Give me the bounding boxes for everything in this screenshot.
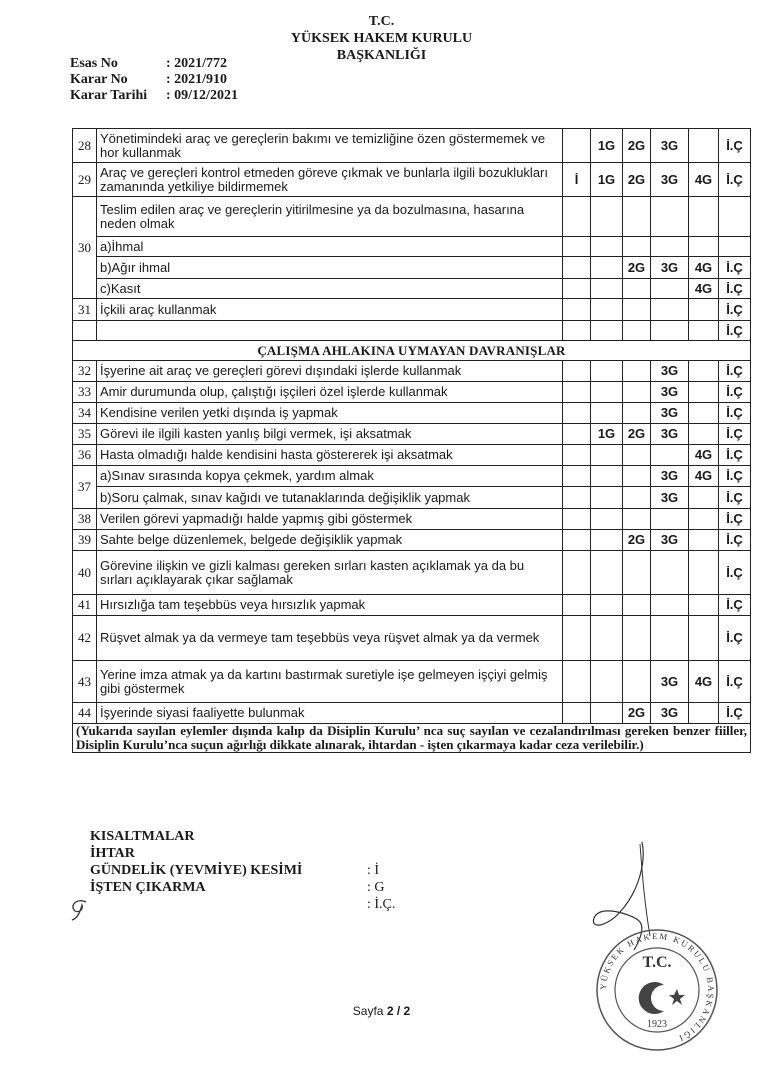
penalty-cell: 2G <box>623 129 651 163</box>
penalty-cell <box>563 530 591 551</box>
table-row <box>73 595 751 616</box>
row-description: Hırsızlığa tam teşebbüs veya hırsızlık yapmak <box>97 595 563 616</box>
penalty-cell <box>651 551 689 595</box>
table-row <box>73 509 751 530</box>
penalty-cell: 2G <box>623 163 651 197</box>
penalty-cell: İ.Ç <box>719 703 751 724</box>
penalty-cell <box>563 661 591 703</box>
table-row <box>73 703 751 724</box>
penalty-cell <box>623 197 651 237</box>
penalty-cell: 4G <box>689 279 719 299</box>
penalty-cell: 3G <box>651 163 689 197</box>
penalty-cell: İ.Ç <box>719 616 751 661</box>
penalty-cell <box>623 382 651 403</box>
penalty-cell <box>563 445 591 466</box>
meta-label: Karar Tarihi <box>70 88 148 103</box>
penalty-cell <box>591 403 623 424</box>
penalty-cell <box>689 530 719 551</box>
penalty-cell <box>563 595 591 616</box>
section-row <box>73 341 751 361</box>
penalty-cell: 3G <box>651 703 689 724</box>
penalty-cell: İ.Ç <box>719 361 751 382</box>
penalty-cell <box>563 403 591 424</box>
penalty-cell <box>591 703 623 724</box>
row-description: Amir durumunda olup, çalıştığı işçileri özel işlerde kullanmak <box>97 382 563 403</box>
official-seal <box>592 925 722 1055</box>
penalty-cell: 4G <box>689 661 719 703</box>
penalty-cell: İ <box>563 163 591 197</box>
abbreviation-key <box>90 896 367 913</box>
row-number-empty <box>73 321 97 341</box>
row-number: 36 <box>73 445 97 466</box>
penalty-cell <box>689 595 719 616</box>
row-description: Rüşvet almak ya da vermeye tam teşebbüs veya rüşvet almak ya da vermek <box>97 616 563 661</box>
table-row <box>73 129 751 163</box>
table-row <box>73 382 751 403</box>
row-description: b)Ağır ihmal <box>97 257 563 279</box>
meta-value: : 2021/910 <box>166 72 228 87</box>
penalty-cell: 4G <box>689 445 719 466</box>
penalty-cell: 3G <box>651 257 689 279</box>
penalty-cell <box>563 424 591 445</box>
penalty-cell: İ.Ç <box>719 279 751 299</box>
penalty-cell <box>591 237 623 257</box>
table-row <box>73 551 751 595</box>
penalty-cell: İ.Ç <box>719 163 751 197</box>
seal-year: 1923 <box>647 1019 667 1030</box>
table-row <box>73 361 751 382</box>
penalty-cell <box>591 661 623 703</box>
abbreviation-key: GÜNDELİK (YEVMİYE) KESİMİ <box>90 863 303 878</box>
row-number: 43 <box>73 661 97 703</box>
row-description: Yönetimindeki araç ve gereçlerin bakımı ve temizliğine özen göstermemek ve hor kullanmak <box>97 129 563 163</box>
row-description: Görevine ilişkin ve gizli kalması gereken sırları kasten açıklamak ya da bu sırları açıklayarak çıkar sağlamak <box>97 551 563 595</box>
penalty-cell <box>689 197 719 237</box>
penalty-cell <box>591 382 623 403</box>
table-row <box>73 237 751 257</box>
abbreviation-value: : İ <box>367 863 380 878</box>
meta-value: : 09/12/2021 <box>166 88 238 103</box>
penalty-cell: İ.Ç <box>719 445 751 466</box>
row-description: Kendisine verilen yetki dışında iş yapmak <box>97 403 563 424</box>
row-description: Yerine imza atmak ya da kartını bastırmak suretiyle işe gelmeyen işçiyi gelmiş gibi göstermek <box>97 661 563 703</box>
penalty-cell <box>591 257 623 279</box>
penalty-cell: 3G <box>651 403 689 424</box>
penalty-cell <box>563 466 591 487</box>
discipline-table <box>72 128 751 753</box>
row-description: İşyerine ait araç ve gereçleri görevi dışındaki işlerde kullanmak <box>97 361 563 382</box>
penalty-cell: İ.Ç <box>719 257 751 279</box>
penalty-cell <box>689 703 719 724</box>
abbreviation-value: : İ.Ç. <box>367 897 396 912</box>
penalty-cell <box>651 445 689 466</box>
row-description <box>97 321 563 341</box>
note-row <box>73 724 751 753</box>
abbreviation-row <box>90 879 395 896</box>
penalty-cell <box>623 279 651 299</box>
table-row <box>73 321 751 341</box>
row-description: Teslim edilen araç ve gereçlerin yitirilmesine ya da bozulmasına, hasarına neden olmak <box>97 197 563 237</box>
penalty-cell: İ.Ç <box>719 551 751 595</box>
penalty-cell: 2G <box>623 703 651 724</box>
table-row <box>73 445 751 466</box>
penalty-cell: 4G <box>689 466 719 487</box>
penalty-cell <box>651 197 689 237</box>
table-row <box>73 487 751 509</box>
penalty-cell <box>591 445 623 466</box>
penalty-cell: 4G <box>689 257 719 279</box>
penalty-cell: İ.Ç <box>719 403 751 424</box>
page-number: 2 / 2 <box>386 1004 411 1018</box>
penalty-cell <box>591 299 623 321</box>
penalty-cell <box>591 487 623 509</box>
table-row <box>73 197 751 237</box>
table-row <box>73 616 751 661</box>
meta-label: Esas No <box>70 56 118 71</box>
penalty-cell <box>689 551 719 595</box>
penalty-cell <box>623 445 651 466</box>
penalty-cell <box>591 530 623 551</box>
penalty-cell <box>689 487 719 509</box>
penalty-cell <box>689 237 719 257</box>
row-number: 38 <box>73 509 97 530</box>
penalty-cell <box>623 237 651 257</box>
row-number: 42 <box>73 616 97 661</box>
penalty-cell <box>623 551 651 595</box>
penalty-cell: 3G <box>651 661 689 703</box>
table-row <box>73 466 751 487</box>
penalty-cell <box>689 321 719 341</box>
penalty-cell <box>591 466 623 487</box>
penalty-cell: 4G <box>689 163 719 197</box>
penalty-cell: 3G <box>651 382 689 403</box>
penalty-cell <box>689 382 719 403</box>
meta-row <box>70 56 238 72</box>
row-number: 41 <box>73 595 97 616</box>
row-description: İçkili araç kullanmak <box>97 299 563 321</box>
penalty-cell <box>563 361 591 382</box>
penalty-cell <box>623 299 651 321</box>
penalty-cell <box>651 509 689 530</box>
penalty-cell: İ.Ç <box>719 129 751 163</box>
row-number: 40 <box>73 551 97 595</box>
header-institution: YÜKSEK HAKEM KURULU <box>290 31 473 46</box>
penalty-cell <box>591 616 623 661</box>
penalty-cell: 3G <box>651 530 689 551</box>
penalty-cell <box>623 509 651 530</box>
penalty-cell <box>591 509 623 530</box>
table-row <box>73 424 751 445</box>
row-description: Verilen görevi yapmadığı halde yapmış gibi göstermek <box>97 509 563 530</box>
row-description: a)Sınav sırasında kopya çekmek, yardım almak <box>97 466 563 487</box>
page-footer <box>0 1004 763 1018</box>
penalty-cell <box>563 487 591 509</box>
penalty-cell: İ.Ç <box>719 466 751 487</box>
abbreviations-title: KISALTMALAR <box>90 829 195 844</box>
penalty-cell: 2G <box>623 424 651 445</box>
penalty-cell <box>623 661 651 703</box>
penalty-cell <box>563 616 591 661</box>
penalty-cell <box>563 509 591 530</box>
penalty-cell: 2G <box>623 257 651 279</box>
penalty-cell <box>651 237 689 257</box>
handwritten-initial <box>64 896 94 924</box>
penalty-cell <box>719 237 751 257</box>
penalty-cell: İ.Ç <box>719 487 751 509</box>
table-row <box>73 661 751 703</box>
case-meta <box>70 56 238 104</box>
abbreviation-key: İŞTEN ÇIKARMA <box>90 880 206 895</box>
row-description: Hasta olmadığı halde kendisini hasta göstererek işi aksatmak <box>97 445 563 466</box>
penalty-cell: 2G <box>623 530 651 551</box>
abbreviation-value: : G <box>367 880 385 895</box>
penalty-cell <box>623 466 651 487</box>
penalty-cell <box>563 279 591 299</box>
penalty-cell: İ.Ç <box>719 661 751 703</box>
penalty-cell <box>623 361 651 382</box>
penalty-cell: 3G <box>651 361 689 382</box>
abbreviation-key: İHTAR <box>90 846 135 861</box>
penalty-cell <box>689 424 719 445</box>
row-number: 44 <box>73 703 97 724</box>
section-heading: ÇALIŞMA AHLAKINA UYMAYAN DAVRANIŞLAR <box>73 341 751 361</box>
row-number: 32 <box>73 361 97 382</box>
meta-row <box>70 72 238 88</box>
row-description: b)Soru çalmak, sınav kağıdı ve tutanaklarında değişiklik yapmak <box>97 487 563 509</box>
meta-row <box>70 88 238 104</box>
table-row <box>73 530 751 551</box>
penalty-cell: 1G <box>591 163 623 197</box>
table-row <box>73 299 751 321</box>
row-number: 31 <box>73 299 97 321</box>
penalty-cell: İ.Ç <box>719 382 751 403</box>
row-description: Araç ve gereçleri kontrol etmeden göreve çıkmak ve bunlarla ilgili bozuklukları zamanında yetkiliye bildirmemek <box>97 163 563 197</box>
penalty-cell <box>563 382 591 403</box>
penalty-cell <box>651 279 689 299</box>
penalty-cell: İ.Ç <box>719 509 751 530</box>
penalty-cell: 1G <box>591 129 623 163</box>
penalty-cell <box>623 616 651 661</box>
meta-label: Karar No <box>70 72 128 87</box>
penalty-cell <box>623 595 651 616</box>
penalty-cell <box>689 361 719 382</box>
table-row <box>73 163 751 197</box>
penalty-cell <box>563 299 591 321</box>
penalty-cell <box>689 509 719 530</box>
row-number: 35 <box>73 424 97 445</box>
row-number: 28 <box>73 129 97 163</box>
penalty-cell <box>591 361 623 382</box>
penalty-cell: 1G <box>591 424 623 445</box>
abbreviation-row <box>90 896 395 913</box>
row-description: Görevi ile ilgili kasten yanlış bilgi vermek, işi aksatmak <box>97 424 563 445</box>
row-description: c)Kasıt <box>97 279 563 299</box>
penalty-cell <box>623 321 651 341</box>
row-description: İşyerinde siyasi faaliyette bulunmak <box>97 703 563 724</box>
abbreviations <box>90 828 395 913</box>
penalty-cell <box>563 237 591 257</box>
seal-tc: T.C. <box>642 954 672 971</box>
penalty-cell: İ.Ç <box>719 299 751 321</box>
penalty-cell <box>591 551 623 595</box>
header-tc: T.C. <box>368 14 395 29</box>
penalty-cell <box>563 321 591 341</box>
table-row <box>73 403 751 424</box>
penalty-cell <box>623 403 651 424</box>
penalty-cell <box>563 129 591 163</box>
penalty-cell: İ.Ç <box>719 595 751 616</box>
penalty-cell <box>651 299 689 321</box>
table-row <box>73 279 751 299</box>
penalty-cell <box>689 616 719 661</box>
penalty-cell: 3G <box>651 487 689 509</box>
penalty-cell: İ.Ç <box>719 530 751 551</box>
row-number: 39 <box>73 530 97 551</box>
meta-value: : 2021/772 <box>166 56 228 71</box>
penalty-cell <box>689 299 719 321</box>
table-row <box>73 257 751 279</box>
penalty-cell <box>651 595 689 616</box>
penalty-cell: 3G <box>651 466 689 487</box>
penalty-cell: 3G <box>651 424 689 445</box>
note-text: (Yukarıda sayılan eylemler dışında kalıp da Disiplin Kurulu’ nca suç sayılan ve cezalandırılması gereken benzer fiiller, Disiplin Kurulu’nca suçun ağırlığı dikkate alınarak, ihtardan - işten çıkarmaya kadar ceza verilebilir.) <box>73 724 751 753</box>
header-department: BAŞKANLIĞI <box>336 48 427 63</box>
row-description: a)İhmal <box>97 237 563 257</box>
penalty-cell <box>563 197 591 237</box>
penalty-cell <box>591 321 623 341</box>
seal-ring-text: YÜKSEK HAKEM KURULU BAŞKANLIĞI <box>597 930 717 1045</box>
penalty-cell <box>563 551 591 595</box>
penalty-cell: İ.Ç <box>719 321 751 341</box>
row-number: 37 <box>73 466 97 509</box>
penalty-cell <box>719 197 751 237</box>
abbreviation-row <box>90 845 395 862</box>
penalty-cell: İ.Ç <box>719 424 751 445</box>
abbreviation-row <box>90 862 395 879</box>
penalty-cell <box>689 129 719 163</box>
penalty-cell <box>623 487 651 509</box>
row-number: 33 <box>73 382 97 403</box>
penalty-cell <box>591 279 623 299</box>
penalty-cell <box>651 616 689 661</box>
penalty-cell <box>591 197 623 237</box>
row-number: 34 <box>73 403 97 424</box>
penalty-cell <box>651 321 689 341</box>
penalty-cell <box>563 703 591 724</box>
penalty-cell <box>689 403 719 424</box>
penalty-cell: 3G <box>651 129 689 163</box>
row-number: 29 <box>73 163 97 197</box>
page-label: Sayfa <box>352 1004 387 1018</box>
row-number: 30 <box>73 197 97 299</box>
penalty-cell <box>563 257 591 279</box>
penalty-cell <box>591 595 623 616</box>
row-description: Sahte belge düzenlemek, belgede değişiklik yapmak <box>97 530 563 551</box>
